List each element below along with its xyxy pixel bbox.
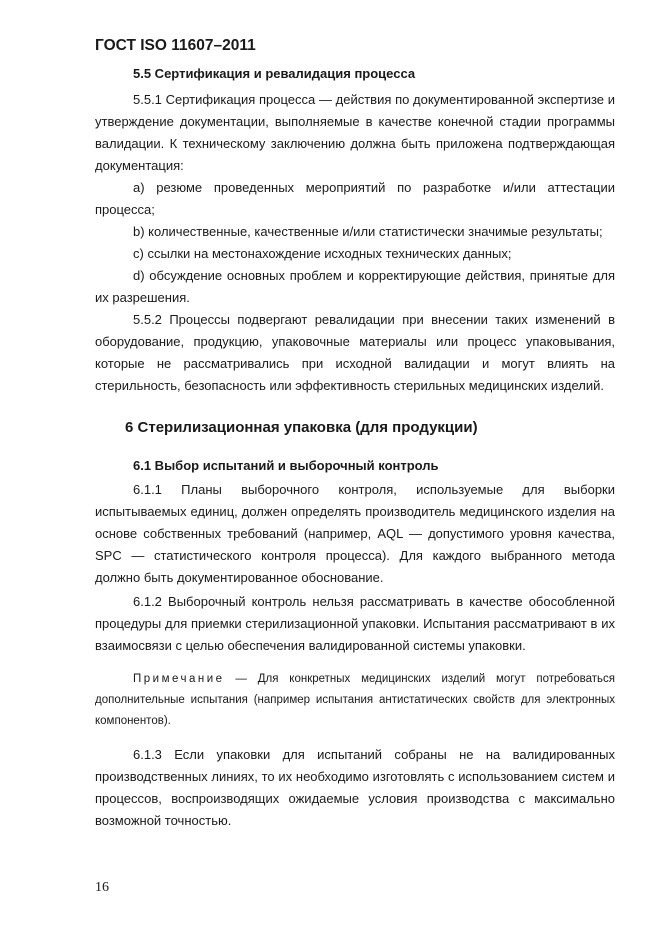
paragraph-5-5-1: 5.5.1 Сертификация процесса — действия по документированной экспертизе и утверждение документации, выполняемые в качестве конечной стадии программы валидации. К техническому заключению должна быть приложена подтверждающая документация:	[95, 92, 615, 173]
paragraph-6-1-1: 6.1.1 Планы выборочного контроля, используемые для выборки испытываемых единиц, должен определять производитель медицинского изделия на основе собственных требований (например, AQL — допустимого уровня качества, SPC — статистического контроля процесса). Для каждого выбранного метода должно быть документированное обоснование.	[95, 482, 615, 585]
section-5-5-heading: 5.5 Сертификация и ревалидация процесса	[133, 66, 416, 81]
note-text: — Для конкретных медицинских изделий могут потребоваться дополнительные испытания (например испытания антистатических свойств для электронных компонентов).	[95, 673, 615, 727]
list-item-d: d) обсуждение основных проблем и корректирующие действия, принятые для их разрешения.	[95, 268, 615, 305]
paragraph-6-1-2: 6.1.2 Выборочный контроль нельзя рассматривать в качестве обособленной процедуры для приемки стерилизационной упаковки. Испытания рассматривают в их взаимосвязи с целью обеспечения валидированной системы упаковки.	[95, 594, 615, 653]
list-item-b: b) количественные, качественные и/или статистически значимые результаты;	[133, 224, 603, 239]
paragraph-5-5-2: 5.5.2 Процессы подвергают ревалидации при внесении таких изменений в оборудование, продукцию, упаковочные материалы или процесс упаковывания, которые не рассматривались при исходной валидации и могут влиять на стерильность, безопасность или эффективность стерильных медицинских изделий.	[95, 312, 615, 393]
note	[95, 669, 615, 732]
section-6-heading: 6 Стерилизационная упаковка (для продукции)	[125, 419, 478, 436]
document-body	[95, 63, 615, 832]
list-item-a: а) резюме проведенных мероприятий по разработке и/или аттестации процесса;	[95, 180, 615, 217]
document-header: ГОСТ ISO 11607–2011	[95, 37, 256, 54]
note-label: Примечание	[133, 673, 225, 685]
section-6-1-heading: 6.1 Выбор испытаний и выборочный контроль	[133, 458, 439, 473]
page-number: 16	[95, 880, 109, 895]
list-item-c: с) ссылки на местонахождение исходных технических данных;	[133, 246, 512, 261]
paragraph-6-1-3: 6.1.3 Если упаковки для испытаний собраны не на валидированных производственных линиях, то их необходимо изготовлять с использованием систем и процессов, воспроизводящих ожидаемые условия производства с максимально возможной точностью.	[95, 747, 615, 828]
